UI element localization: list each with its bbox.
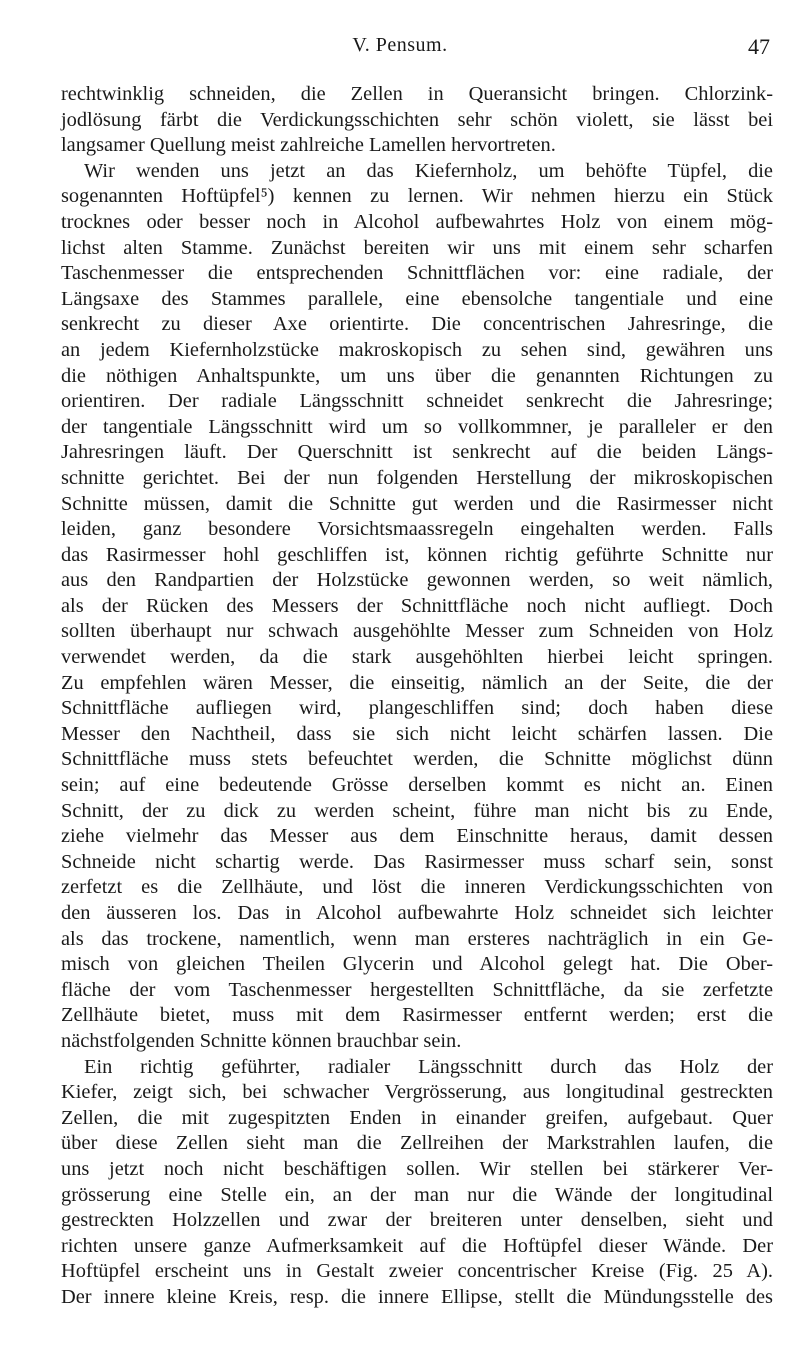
text-line: Kiefer, zeigt sich, bei schwacher Vergrösserung, aus longitudinal gestreckten (61, 1081, 773, 1104)
text-line: leiden, ganz besondere Vorsichtsmaassregeln eingehalten werden. Falls (61, 518, 773, 541)
text-line: richten unsere ganze Aufmerksamkeit auf die Hoftüpfel dieser Wände. Der (61, 1234, 773, 1257)
text-line: Jahresringen läuft. Der Querschnitt ist senkrecht auf die beiden Längs- (61, 441, 773, 464)
text-line: Zu empfehlen wären Messer, die einseitig, nämlich an der Seite, die der (61, 671, 773, 694)
text-line: Zellen, die mit zugespitzten Enden in einander greifen, aufgebaut. Quer (61, 1106, 773, 1129)
running-title: V. Pensum. (352, 34, 448, 56)
text-line: Wir wenden uns jetzt an das Kiefernholz, um behöfte Tüpfel, die (84, 159, 773, 182)
text-line: der tangentiale Längsschnitt wird um so vollkommner, je paralleler er den (61, 415, 773, 438)
text-line: Taschenmesser die entsprechenden Schnittflächen vor: eine radiale, der (61, 262, 773, 285)
text-line: sollten überhaupt nur schwach ausgehöhlte Messer zum Schneiden von Holz (61, 620, 773, 643)
text-line: langsamer Quellung meist zahlreiche Lamellen hervortreten. (61, 134, 556, 157)
text-line: Längsaxe des Stammes parallele, eine ebensolche tangentiale und eine (61, 287, 773, 310)
text-line: die nöthigen Anhaltspunkte, um uns über die genannten Richtungen zu (61, 364, 773, 387)
text-line: misch von gleichen Theilen Glycerin und Alcohol gelegt hat. Die Ober- (61, 953, 773, 976)
text-line: nächstfolgenden Schnitte können brauchbar sein. (61, 1029, 462, 1052)
text-line: aus den Randpartien der Holzstücke gewonnen werden, so weit nämlich, (61, 569, 773, 592)
text-line: lichst alten Stamme. Zunächst bereiten wir uns mit einem sehr scharfen (61, 236, 773, 259)
text-line: Ein richtig geführter, radialer Längsschnitt durch das Holz der (84, 1055, 773, 1078)
text-line: uns jetzt noch nicht beschäftigen sollen. Wir stellen bei stärkerer Ver- (61, 1157, 773, 1180)
body-text (61, 82, 773, 1311)
text-line: grösserung eine Stelle ein, an der man nur die Wände der longitudinal (61, 1183, 773, 1206)
text-line: sogenannten Hoftüpfel⁵) kennen zu lernen. Wir nehmen hierzu ein Stück (61, 185, 773, 208)
text-line: Schnitte müssen, damit die Schnitte gut werden und die Rasirmesser nicht (61, 492, 773, 515)
text-line: fläche der vom Taschenmesser hergestellten Schnittfläche, da sie zerfetzte (61, 978, 773, 1001)
text-line: orientiren. Der radiale Längsschnitt schneidet senkrecht die Jahresringe; (61, 390, 773, 413)
text-line: Schneide nicht schartig werde. Das Rasirmesser muss scharf sein, sonst (61, 850, 773, 873)
text-line: Der innere kleine Kreis, resp. die innere Ellipse, stellt die Mündungsstelle des (61, 1285, 773, 1308)
text-line: Hoftüpfel erscheint uns in Gestalt zweier concentrischer Kreise (Fig. 25 A). (61, 1260, 773, 1283)
text-line: Schnittfläche muss stets befeuchtet werden, die Schnitte möglichst dünn (61, 748, 773, 771)
text-line: ziehe vielmehr das Messer aus dem Einschnitte heraus, damit dessen (61, 825, 773, 848)
text-line: trocknes oder besser noch in Alcohol aufbewahrtes Holz von einem mög- (61, 210, 773, 233)
text-line: Schnitt, der zu dick zu werden scheint, führe man nicht bis zu Ende, (61, 799, 773, 822)
text-line: das Rasirmesser hohl geschliffen ist, können richtig geführte Schnitte nur (61, 543, 773, 566)
text-line: über diese Zellen sieht man die Zellreihen der Markstrahlen laufen, die (61, 1132, 773, 1155)
text-line: rechtwinklig schneiden, die Zellen in Queransicht bringen. Chlorzink- (61, 83, 773, 105)
text-line: zerfetzt es die Zellhäute, und löst die inneren Verdickungsschichten von (61, 876, 773, 899)
text-line: als der Rücken des Messers der Schnittfläche noch nicht aufliegt. Doch (61, 594, 773, 617)
text-line: den äusseren los. Das in Alcohol aufbewahrte Holz schneidet sich leichter (61, 902, 773, 924)
text-line: gestreckten Holzzellen und zwar der breiteren unter denselben, sieht und (61, 1209, 773, 1232)
text-line: Zellhäute bietet, muss mit dem Rasirmesser entfernt werden; erst die (61, 1004, 773, 1027)
page-header (0, 34, 800, 64)
text-line: als das trockene, namentlich, wenn man ersteres nachträglich in ein Ge- (61, 927, 773, 950)
text-line: verwendet werden, da die stark ausgehöhlten hierbei leicht springen. (61, 646, 773, 669)
text-line: schnitte gerichtet. Bei der nun folgenden Herstellung der mikroskopischen (61, 466, 773, 489)
text-line: senkrecht zu dieser Axe orientirte. Die concentrischen Jahresringe, die (61, 313, 773, 336)
text-line: an jedem Kiefernholzstücke makroskopisch zu sehen sind, gewähren uns (61, 338, 773, 361)
text-line: sein; auf eine bedeutende Grösse derselben kommt es nicht an. Einen (61, 774, 773, 797)
text-line: jodlösung färbt die Verdickungsschichten sehr schön violett, sie lässt bei (61, 108, 773, 131)
text-line: Messer den Nachtheil, dass sie sich nicht leicht schärfen lassen. Die (61, 722, 773, 745)
text-line: Schnittfläche aufliegen wird, plangeschliffen sind; doch haben diese (61, 697, 773, 720)
page-number: 47 (748, 34, 770, 59)
